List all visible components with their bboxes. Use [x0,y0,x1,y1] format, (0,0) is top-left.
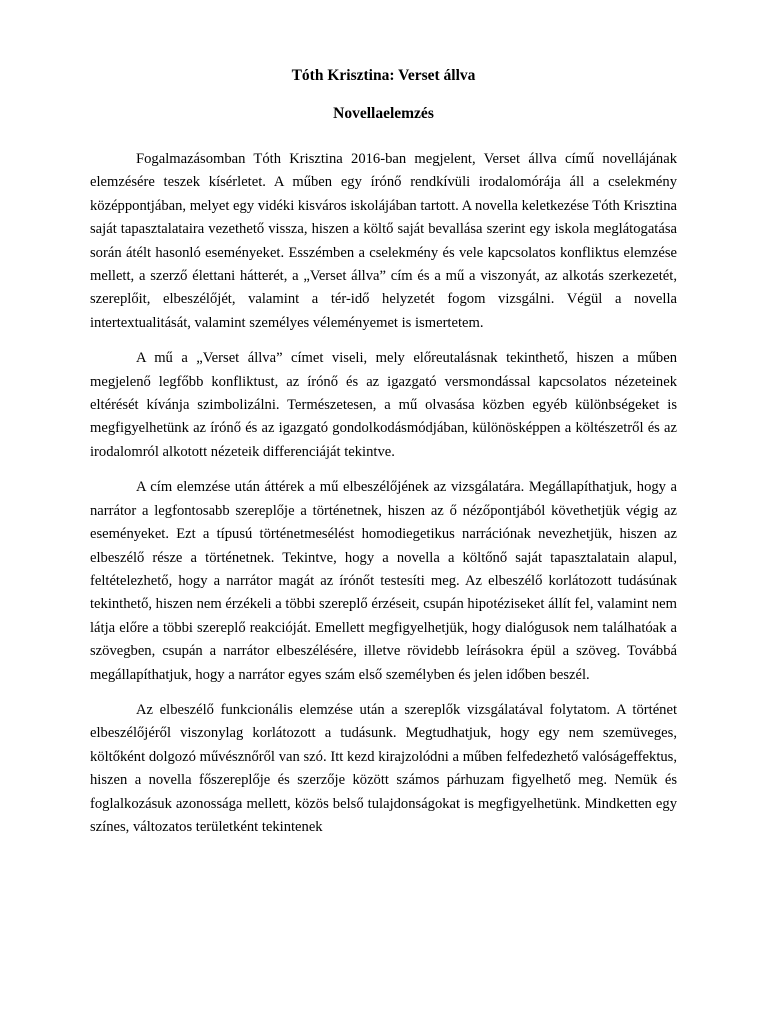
document-title: Tóth Krisztina: Verset állva [291,67,476,84]
paragraph-intro: Fogalmazásomban Tóth Krisztina 2016-ban megjelent, Verset állva című novellájának elemzésére teszek kísérletet. A műben egy írónő rendkívüli irodalomórája áll a cselekmény középpontjában, melyet egy vidéki kisváros iskolájában tartott. A novella keletkezése Tóth Krisztina saját tapasztalataira vezethető vissza, hiszen a költő saját bevallása szerint egy iskola meglátogatása során átélt hasonló eseményeket. Esszémben a cselekmény és vele kapcsolatos konfliktus elemzése mellett, a szerző élettani hátterét, a „Verset állva” cím és a mű a viszonyát, az alkotás szerkezetét, szereplőit, elbeszélőjét, valamint a tér-idő helyzetét fogom vizsgálni. Végül a novella intertextualitását, valamint személyes véleményemet is ismertetem. [90,151,677,331]
paragraph-title-analysis: A mű a „Verset állva” címet viseli, mely előreutalásnak tekinthető, hiszen a műben megjelenő legfőbb konfliktust, az írónő és az igazgató versmondással kapcsolatos nézeteinek eltérését kívánja szimbolizálni. Természetesen, a mű olvasása közben egyéb különbségeket is megfigyelhetünk az írónő és az igazgató gondolkodásmódjában, különösképpen a költészetről és az irodalomról alkotott nézeteik differenciáját tekintve. [90,350,677,460]
document-subtitle: Novellaelemzés [333,105,434,122]
document-body [90,66,677,851]
paragraph-characters-analysis: Az elbeszélő funkcionális elemzése után a szereplők vizsgálatával folytatom. A történet elbeszélőjéről viszonylag korlátozott a tudásunk. Megtudhatjuk, hogy egy nem szemüveges, költőként dolgozó művésznőről van szó. Itt kezd kirajzolódni a műben felfedezhető valóságeffektus, hiszen a novella főszereplője és szerzője között számos párhuzam figyelhető meg. Nemük és foglalkozásuk azonossága mellett, közös belső tulajdonságokat is megfigyelhetünk. Mindketten egy színes, változatos területként tekintenek [90,701,677,835]
paragraph-narrator-analysis: A cím elemzése után áttérek a mű elbeszélőjének az vizsgálatára. Megállapíthatjuk, hogy a narrátor a legfontosabb szereplője a történetnek, hiszen az ő nézőpontjából követhetjük végig az eseményeket. Ezt a típusú történetmesélést homodiegetikus narrációnak nevezhetjük, hiszen az elbeszélő része a történetnek. Tekintve, hogy a novella a költőnő saját tapasztalatain alapul, feltételezhető, hogy a narrátor magát az írónőt testesíti meg. Az elbeszélő korlátozott tudásúnak tekinthető, hiszen nem érzékeli a többi szereplő érzéseit, csupán hipotéziseket állít fel, valamint nem látja előre a többi szereplő reakcióját. Emellett megfigyelhetjük, hogy dialógusok nem találhatóak a szövegben, csupán a narrátor elbeszélésére, illetve rövidebb leírásokra épül a szöveg. Továbbá megállapíthatjuk, hogy a narrátor egyes szám első személyben és jelen időben beszél. [90,479,677,683]
